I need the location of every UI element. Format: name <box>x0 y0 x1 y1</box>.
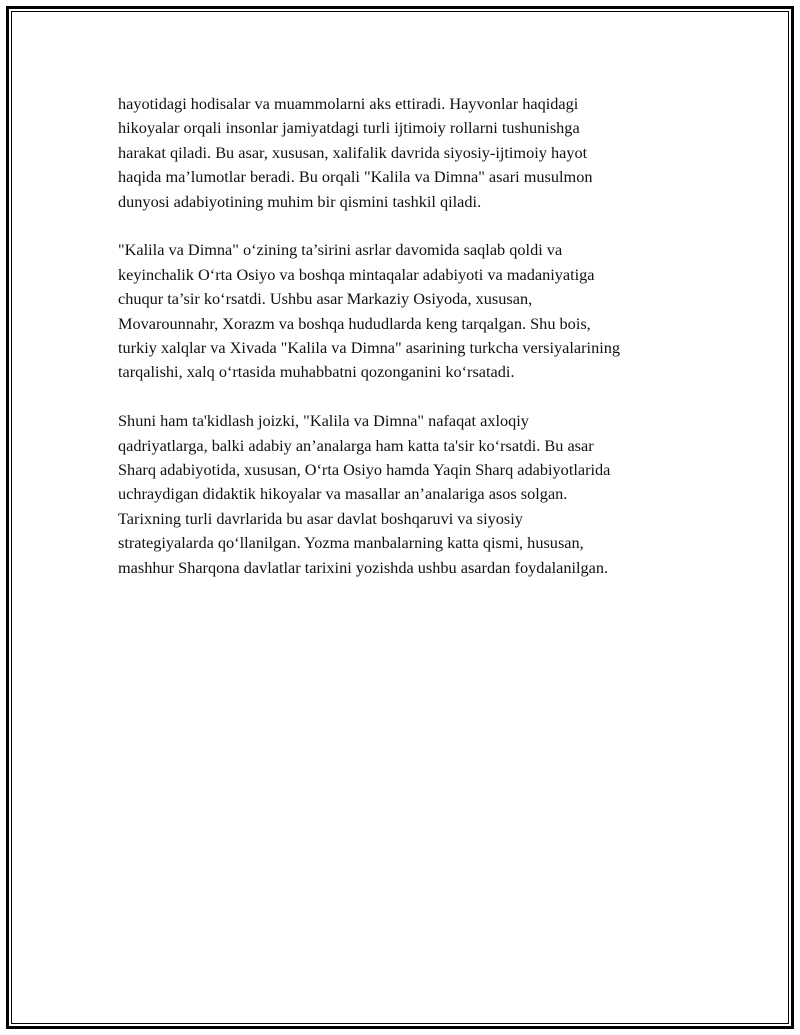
text-line: Tarixning turli davrlarida bu asar davlat boshqaruvi va siyosiy <box>118 508 523 528</box>
text-line: qadriyatlarga, balki adabiy an’analarga ham katta ta'sir ko‘rsatdi. Bu asar <box>118 435 594 455</box>
text-line: hayotidagi hodisalar va muammolarni aks ettiradi. Hayvonlar haqidagi <box>118 94 579 113</box>
text-line: "Kalila va Dimna" o‘zining ta’sirini asrlar davomida saqlab qoldi va <box>118 240 563 260</box>
text-line: Movarounnahr, Xorazm va boshqa hududlarda keng tarqalgan. Shu bois, <box>118 313 591 333</box>
text-line: haqida ma’lumotlar beradi. Bu orqali "Kalila va Dimna" asari musulmon <box>118 167 593 187</box>
text-line: Shuni ham ta'kidlash joizki, "Kalila va Dimna" nafaqat axloqiy <box>118 411 529 431</box>
text-line: keyinchalik O‘rta Osiyo va boshqa mintaqalar adabiyoti va madaniyatiga <box>118 264 595 284</box>
text-line: dunyosi adabiyotining muhim bir qismini tashkil qiladi. <box>118 191 482 211</box>
text-line: hikoyalar orqali insonlar jamiyatdagi turli ijtimoiy rollarni tushunishga <box>118 118 580 138</box>
text-line: chuqur ta’sir ko‘rsatdi. Ushbu asar Markaziy Osiyoda, xususan, <box>118 289 533 309</box>
text-line: turkiy xalqlar va Xivada "Kalila va Dimna" asarining turkcha versiyalarining <box>118 338 621 358</box>
text-line: tarqalishi, xalq o‘rtasida muhabbatni qozonganini ko‘rsatadi. <box>118 362 515 382</box>
text-line: strategiyalarda qo‘llanilgan. Yozma manbalarning katta qismi, hususan, <box>118 533 584 553</box>
paragraph-3 <box>118 409 718 580</box>
text-line: Sharq adabiyotida, xususan, O‘rta Osiyo hamda Yaqin Sharq adabiyotlarida <box>118 460 611 480</box>
paragraph-1 <box>118 92 718 214</box>
paragraph-2 <box>118 238 718 384</box>
document-body <box>118 92 718 604</box>
text-line: uchraydigan didaktik hikoyalar va masallar an’analariga asos solgan. <box>118 484 568 504</box>
text-line: mashhur Sharqona davlatlar tarixini yozishda ushbu asardan foydalanilgan. <box>118 557 609 577</box>
text-line: harakat qiladi. Bu asar, xususan, xalifalik davrida siyosiy-ijtimoiy hayot <box>118 142 588 162</box>
